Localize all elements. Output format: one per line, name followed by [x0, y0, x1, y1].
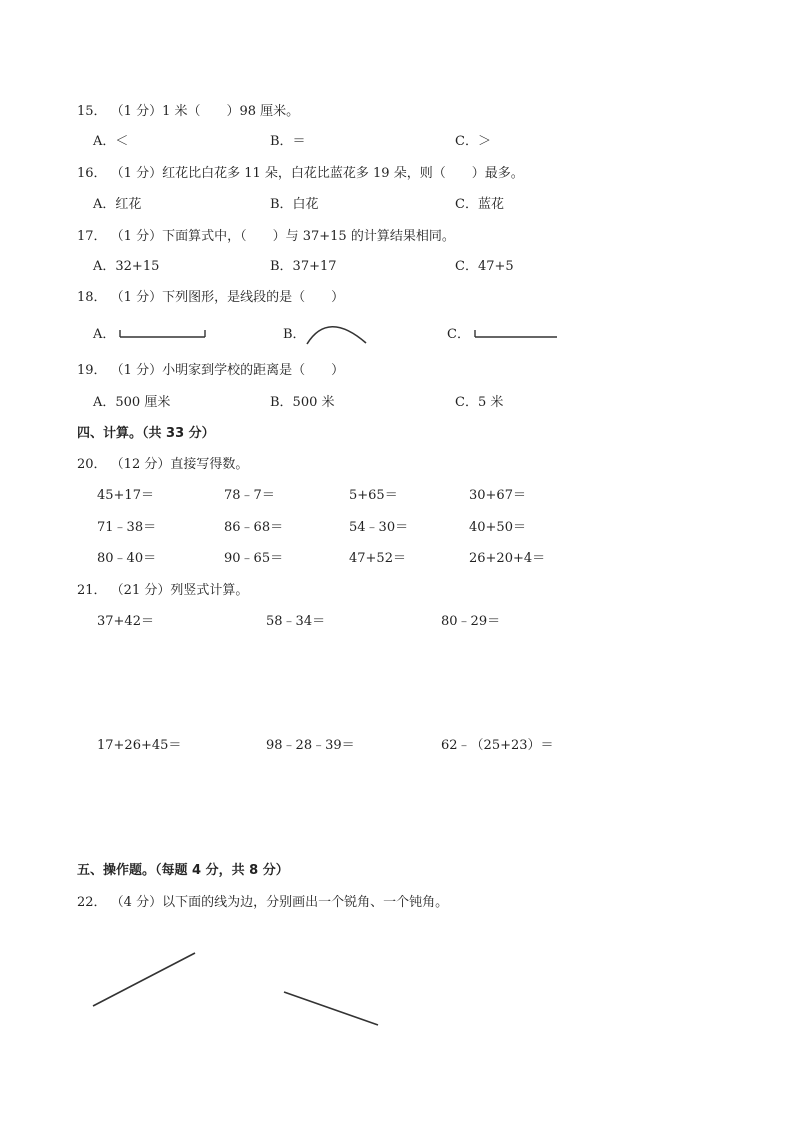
q15-option-a[interactable]: A．＜ — [93, 134, 129, 149]
angle-base-lines-figure — [88, 946, 384, 1030]
q16-option-c[interactable]: C．蓝花 — [455, 197, 504, 212]
q18-stem: 18． （1 分）下列图形，是线段的是（ ） — [77, 290, 345, 305]
q17-stem: 17． （1 分）下面算式中，（ ）与 37+15 的计算结果相同。 — [77, 229, 455, 244]
q21-item: 37+42＝ — [97, 614, 154, 629]
q16-stem: 16． （1 分）红花比白花多 11 朵，白花比蓝花多 19 朵，则（ ）最多。 — [77, 166, 524, 181]
q16-option-a[interactable]: A．红花 — [93, 197, 142, 212]
q21-item: 17+26+45＝ — [97, 738, 182, 753]
q15-stem: 15． （1 分）1 米（ ）98 厘米。 — [77, 104, 300, 119]
section-4-heading: 四、计算。（共 33 分） — [77, 426, 215, 441]
q21-item: 98﹣28﹣39＝ — [266, 738, 355, 753]
q20-item: 80﹣40＝ — [97, 551, 157, 566]
q17-option-a[interactable]: A．32+15 — [93, 259, 160, 274]
line-segment-figure — [118, 326, 208, 340]
q22-stem: 22． （4 分）以下面的线为边，分别画出一个锐角、一个钝角。 — [77, 895, 449, 910]
q18-option-c[interactable]: C． — [447, 327, 470, 342]
q21-stem: 21． （21 分）列竖式计算。 — [77, 583, 249, 598]
q19-option-b[interactable]: B．500 米 — [270, 395, 335, 410]
q18-option-a[interactable]: A． — [93, 327, 116, 342]
q20-stem: 20． （12 分）直接写得数。 — [77, 457, 249, 472]
q21-item: 62﹣（25+23）＝ — [441, 738, 554, 753]
section-5-heading: 五、操作题。（每题 4 分，共 8 分） — [77, 863, 289, 878]
q20-item: 40+50＝ — [469, 520, 526, 535]
q17-option-c[interactable]: C．47+5 — [455, 259, 514, 274]
q20-item: 78﹣7＝ — [224, 488, 275, 503]
q20-item: 86﹣68＝ — [224, 520, 284, 535]
q16-option-b[interactable]: B．白花 — [270, 197, 319, 212]
q20-item: 47+52＝ — [349, 551, 406, 566]
q20-item: 90﹣65＝ — [224, 551, 284, 566]
ray-figure — [473, 326, 559, 340]
q20-item: 54﹣30＝ — [349, 520, 409, 535]
q19-stem: 19． （1 分）小明家到学校的距离是（ ） — [77, 363, 345, 378]
q19-option-a[interactable]: A．500 厘米 — [93, 395, 171, 410]
q20-item: 30+67＝ — [469, 488, 526, 503]
q18-option-b[interactable]: B． — [283, 327, 306, 342]
q21-item: 80﹣29＝ — [441, 614, 501, 629]
q20-item: 5+65＝ — [349, 488, 398, 503]
q15-option-b[interactable]: B．＝ — [270, 134, 306, 149]
q19-option-c[interactable]: C．5 米 — [455, 395, 504, 410]
q15-option-c[interactable]: C．＞ — [455, 134, 491, 149]
q20-item: 45+17＝ — [97, 488, 154, 503]
q20-item: 71﹣38＝ — [97, 520, 157, 535]
curve-figure — [304, 318, 370, 348]
q17-option-b[interactable]: B．37+17 — [270, 259, 337, 274]
q20-item: 26+20+4＝ — [469, 551, 546, 566]
q21-item: 58﹣34＝ — [266, 614, 326, 629]
